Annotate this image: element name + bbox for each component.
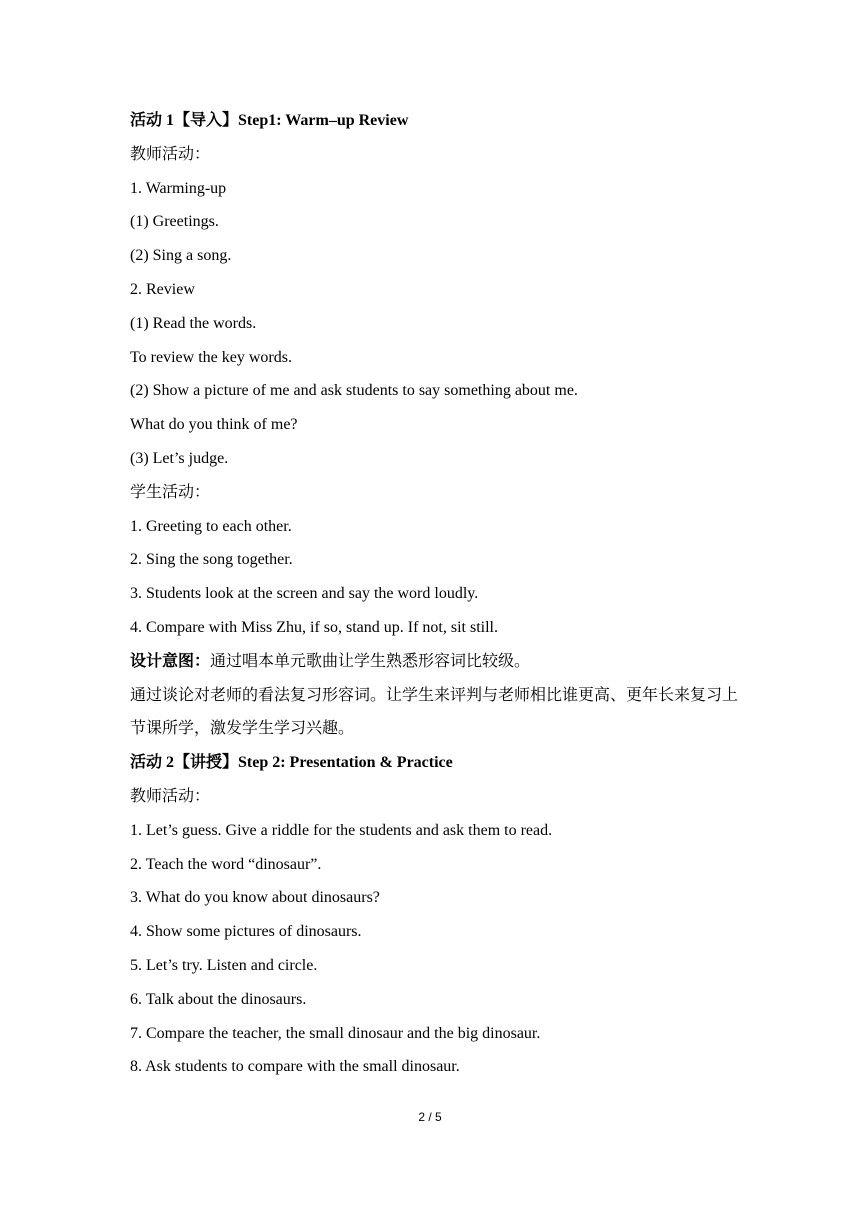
design-intent-line <box>130 645 740 679</box>
text-line: 3. What do you know about dinosaurs? <box>130 889 380 907</box>
text-line: 1. Let’s guess. Give a riddle for the students and ask them to read. <box>130 821 553 839</box>
text-line: 4. Show some pictures of dinosaurs. <box>130 923 362 941</box>
document-body <box>130 104 740 1084</box>
teacher-activity-label: 教师活动： <box>130 145 211 163</box>
text-line: To review the key words. <box>130 348 292 366</box>
text-line: (3) Let’s judge. <box>130 449 229 467</box>
page-number: 2 / 5 <box>418 1110 442 1124</box>
text-line: 1. Greeting to each other. <box>130 517 292 535</box>
text-line: 8. Ask students to compare with the small dinosaur. <box>130 1058 460 1076</box>
design-intent-paragraph: 通过谈论对老师的看法复习形容词。让学生来评判与老师相比谁更高、更年长来复习上节课所学，激发学生学习兴趣。 <box>130 686 739 738</box>
text-line: 7. Compare the teacher, the small dinosaur and the big dinosaur. <box>130 1024 541 1042</box>
text-line: 4. Compare with Miss Zhu, if so, stand up. If not, sit still. <box>130 618 498 636</box>
student-activity-label: 学生活动： <box>130 483 211 501</box>
text-line: 1. Warming-up <box>130 179 227 197</box>
text-line: 6. Talk about the dinosaurs. <box>130 990 307 1008</box>
text-line: (1) Greetings. <box>130 213 219 231</box>
text-line: (1) Read the words. <box>130 314 257 332</box>
text-line: What do you think of me? <box>130 416 298 434</box>
design-intent-text: 通过唱本单元歌曲让学生熟悉形容词比较级。 <box>210 652 531 670</box>
activity1-heading: 活动 1【导入】Step1: Warm–up Review <box>130 112 409 129</box>
text-line: 2. Review <box>130 280 195 298</box>
text-line: 2. Sing the song together. <box>130 551 293 569</box>
teacher-activity-label: 教师活动： <box>130 787 211 805</box>
activity2-heading: 活动 2【讲授】Step 2: Presentation & Practice <box>130 754 453 772</box>
text-line: 3. Students look at the screen and say the word loudly. <box>130 585 479 603</box>
text-line: 2. Teach the word “dinosaur”. <box>130 855 322 873</box>
text-line: (2) Sing a song. <box>130 247 232 265</box>
text-line: (2) Show a picture of me and ask students to say something about me. <box>130 382 578 400</box>
text-line: 5. Let’s try. Listen and circle. <box>130 956 318 974</box>
design-intent-label: 设计意图： <box>130 652 211 670</box>
